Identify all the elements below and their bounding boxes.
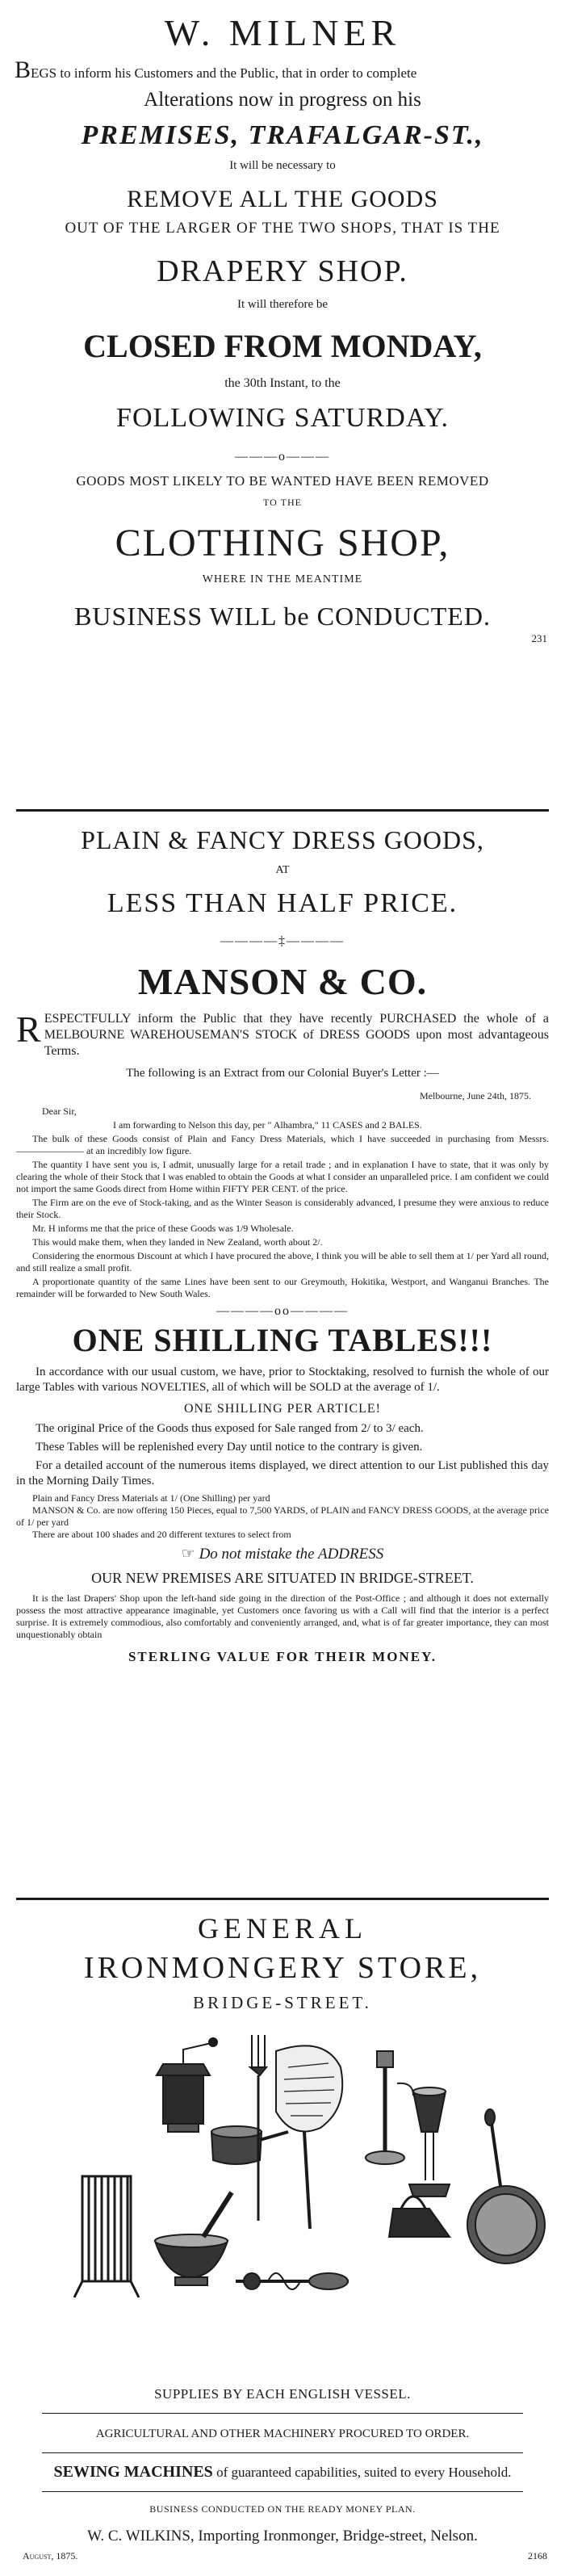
manson-title: MANSON & CO. xyxy=(137,961,428,1002)
manson-address-line xyxy=(10,1544,555,1565)
flat-iron-icon xyxy=(389,2196,450,2237)
manson-dropcap: R xyxy=(16,1009,41,1050)
corkscrew-icon xyxy=(236,2273,349,2289)
candlestick-icon xyxy=(366,2051,413,2164)
manson-letter-p1: The bulk of these Goods consist of Plain and Fancy Dress Materials, which I have succeeded in purchasing from Messrs. ——————— at an incredibly low figure. xyxy=(16,1133,549,1156)
saucepan-icon xyxy=(211,2126,288,2164)
milner-advert xyxy=(10,0,555,644)
divider-rule xyxy=(16,809,549,812)
milner-ref-number: 231 xyxy=(531,632,547,644)
milner-sep-glyph: o xyxy=(278,450,287,464)
manson-intro xyxy=(16,1011,549,1059)
wilkins-agricultural: AGRICULTURAL AND OTHER MACHINERY PROCURED TO ORDER. xyxy=(95,2427,470,2440)
manson-letter-p5: This would make them, when they landed in New Zealand, worth about 2/. xyxy=(32,1236,323,1248)
milner-separator: ———o——— xyxy=(235,450,330,464)
manson-ornament: ————‡———— xyxy=(220,934,345,948)
wilkins-date: August, 1875. xyxy=(23,2550,78,2561)
milner-to-the: TO THE xyxy=(263,497,302,508)
wilkins-general: GENERAL xyxy=(198,1912,367,1945)
manson-p11: For a detailed account of the numerous items displayed, we direct attention to our List published this day in the Morning Daily Times. xyxy=(16,1459,549,1487)
milner-clothing: CLOTHING SHOP, xyxy=(115,522,450,564)
divider-rule-2 xyxy=(16,1898,549,1900)
wilkins-rule-2 xyxy=(42,2452,523,2453)
grill-icon xyxy=(74,2176,139,2297)
milner-following: FOLLOWING SATURDAY. xyxy=(116,403,449,433)
manson-letter-p7: A proportionate quantity of the same Lines have been sent to our Greymouth, Hokitika, Westport, and Wanganui Branches. The remainder will be forwarded to New South Wales. xyxy=(16,1276,549,1299)
milner-title: W. MILNER xyxy=(164,12,401,53)
manson-p9: The original Price of the Goods thus exposed for Sale ranged from 2/ to 3/ each. xyxy=(36,1422,424,1435)
wilkins-sewing xyxy=(10,2461,555,2483)
manson-less-than: LESS THAN HALF PRICE. xyxy=(107,888,458,918)
wilkins-ready-money: BUSINESS CONDUCTED ON THE READY MONEY PLAN. xyxy=(149,2503,416,2515)
manson-dear-sir: Dear Sir, xyxy=(42,1105,77,1117)
milner-line4: It will be necessary to xyxy=(229,159,336,172)
manson-one-shilling-tables: ONE SHILLING TABLES!!! xyxy=(72,1322,493,1358)
manson-sterling: STERLING VALUE FOR THEIR MONEY. xyxy=(128,1649,437,1664)
ironmongery-illustration xyxy=(10,2019,555,2374)
spatula-icon xyxy=(276,2045,342,2229)
milner-goods-likely: GOODS MOST LIKELY TO BE WANTED HAVE BEEN REMOVED xyxy=(76,473,489,489)
manson-plain-fancy: PLAIN & FANCY DRESS GOODS, xyxy=(81,825,484,854)
manson-p14: There are about 100 shades and 20 different textures to select from xyxy=(32,1529,291,1540)
manson-sep-glyph: oo xyxy=(274,1304,291,1318)
manson-p15: It is the last Drapers' Shop upon the left-hand side going in the direction of the Post-Office ; and although it does not externally possess the most attractive appearance imaginable, yet Customers once favoring us with a Call will find that the interior is a perfect surprise. It is extremely commodious, also comfortably and conveniently arranged, and, what is of far greater importance, they can most unquestionably obtain xyxy=(16,1592,549,1640)
wilkins-ref-number: 2168 xyxy=(528,2550,547,2561)
manson-separator: ————oo———— xyxy=(216,1304,349,1318)
manson-p10: These Tables will be replenished every Day until notice to the contrary is given. xyxy=(36,1441,423,1454)
manson-extract: The following is an Extract from our Colonial Buyer's Letter :— xyxy=(126,1067,439,1080)
milner-closed: CLOSED FROM MONDAY, xyxy=(83,328,482,364)
wilkins-supplies: SUPPLIES BY EACH ENGLISH VESSEL. xyxy=(154,2386,411,2402)
milner-remove: REMOVE ALL THE GOODS xyxy=(127,186,438,212)
manson-letter-p2: The quantity I have sent you is, I admit, unusually large for a retail trade ; and in explanation I have to state, that it was only by clearing the whole of their Stock that I was enabled to obtain the Goods at what I consider an unparalleled price. I am confident we could not import the same Goods direct from Home within FIFTY PER CENT. of the price. xyxy=(16,1159,549,1194)
manson-letter-p4: Mr. H informs me that the price of these Goods was 1/9 Wholesale. xyxy=(32,1223,294,1234)
milner-dropcap: B xyxy=(15,57,31,83)
wilkins-advert xyxy=(10,1906,555,2565)
manson-premises: OUR NEW PREMISES ARE SITUATED IN BRIDGE-STREET. xyxy=(91,1570,474,1586)
manson-p8: In accordance with our usual custom, we have, prior to Stocktaking, resolved to furnish the whole of our large Tables with various NOVELTIES, all of which will be SOLD at the average of 1/. xyxy=(16,1366,549,1394)
milner-instant: the 30th Instant, to the xyxy=(224,376,341,390)
milner-out-of: OUT OF THE LARGER OF THE TWO SHOPS, THAT IS THE xyxy=(65,220,500,237)
milner-therefore: It will therefore be xyxy=(236,298,329,311)
wilkins-signature: W. C. WILKINS, Importing Ironmonger, Bridge-street, Nelson. xyxy=(87,2528,478,2545)
manson-letter-p6: Considering the enormous Discount at which I have procured the above, I think you will be able to sell them at 1/ per Yard all round, and still realize a small profit. xyxy=(16,1250,549,1273)
manson-p13: MANSON & Co. are now offering 150 Pieces, equal to 7,500 YARDS, of PLAIN and FANCY DRESS GOODS, at the average price of 1/ per yard xyxy=(16,1504,549,1528)
frying-pan-icon xyxy=(467,2109,545,2263)
wilkins-rule-3 xyxy=(42,2491,523,2492)
pointing-hand-icon: ☞ xyxy=(181,1546,195,1563)
manson-letter-date: Melbourne, June 24th, 1875. xyxy=(420,1090,531,1101)
wilkins-sewing-rest: of guaranteed capabilities, suited to every Household. xyxy=(212,2465,512,2480)
milner-intro-text: EGS to inform his Customers and the Public, that in order to complete xyxy=(31,65,417,81)
milner-drapery: DRAPERY SHOP. xyxy=(157,254,408,288)
manson-p12: Plain and Fancy Dress Materials at 1/ (One Shilling) per yard xyxy=(32,1492,270,1504)
milner-premises: PREMISES, TRAFALGAR-ST., xyxy=(81,120,484,150)
milner-business: BUSINESS WILL be CONDUCTED. xyxy=(74,602,491,631)
lamp-icon xyxy=(409,2087,450,2196)
milner-intro xyxy=(15,57,550,83)
mortar-pestle-icon xyxy=(155,2192,232,2285)
wilkins-sewing-bold: SEWING MACHINES xyxy=(53,2463,213,2481)
wilkins-rule-1 xyxy=(42,2413,523,2414)
manson-at: AT xyxy=(275,864,290,876)
wilkins-footer xyxy=(10,2550,555,2565)
manson-address-text: Do not mistake the ADDRESS xyxy=(199,1546,384,1563)
manson-letter-p3: The Firm are on the eve of Stock-taking, and as the Winter Season is considerably advanced, I presume they were anxious to reduce their Stock. xyxy=(16,1197,549,1220)
manson-orn-glyph: ‡ xyxy=(278,934,287,948)
manson-intro-text: ESPECTFULLY inform the Public that they have recently PURCHASED the whole of a MELBOURNE WAREHOUSEMAN'S STOCK of DRESS GOODS upon most advantageous Terms. xyxy=(44,1012,549,1058)
manson-advert xyxy=(10,820,555,1667)
wilkins-ironmongery: IRONMONGERY STORE, xyxy=(83,1951,482,1985)
wilkins-bridge-street: BRIDGE-STREET. xyxy=(193,1993,372,2012)
manson-forwarding: I am forwarding to Nelson this day, per " Alhambra," 11 CASES and 2 BALES. xyxy=(113,1119,422,1131)
manson-per-article: ONE SHILLING PER ARTICLE! xyxy=(183,1402,382,1416)
coffee-grinder-icon xyxy=(157,2038,217,2132)
milner-line2: Alterations now in progress on his xyxy=(144,89,421,111)
milner-meantime: WHERE IN THE MEANTIME xyxy=(202,573,363,585)
